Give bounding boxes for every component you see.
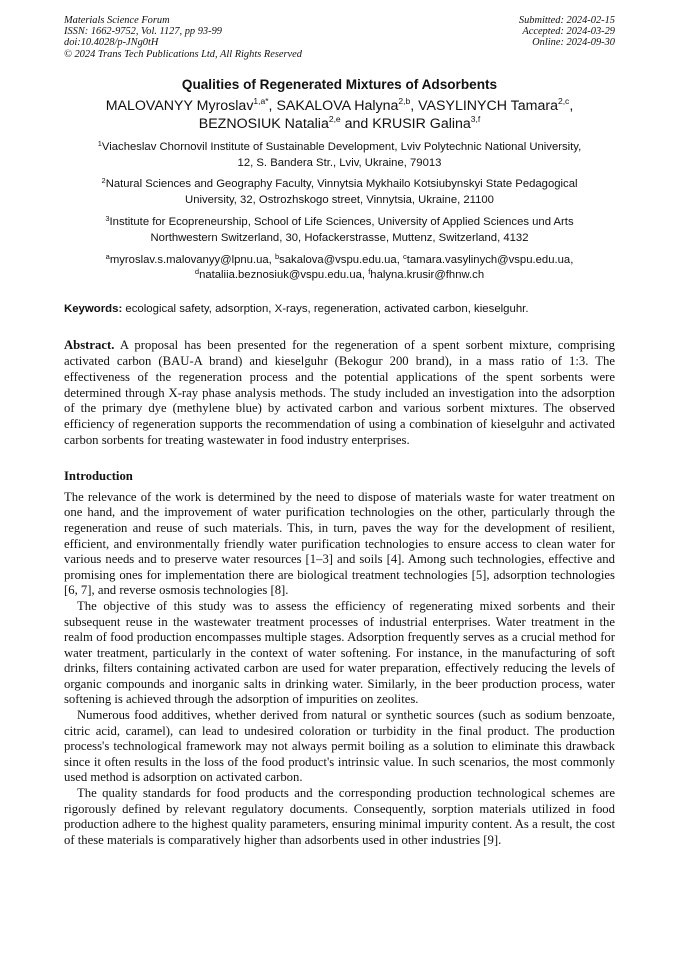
email-separator: , (361, 269, 369, 282)
section-heading-introduction: Introduction (64, 468, 133, 483)
affil-line: Viacheslav Chornovil Institute of Sustainable Development, Lviv Polytechnic National University, (101, 140, 582, 153)
paper-title: Qualities of Regenerated Mixtures of Adsorbents (181, 76, 498, 92)
abstract-label: Abstract. (64, 338, 115, 353)
author-name: BEZNOSIUK Natalia (198, 116, 329, 133)
email-link[interactable]: nataliia.beznosiuk@vspu.edu.ua (199, 269, 362, 282)
affil-line: Northwestern Switzerland, 30, Hofackerstrasse, Muttenz, Switzerland, 4132 (150, 231, 529, 244)
article-doi[interactable]: doi:10.4028/p-JNg0tH (64, 37, 159, 49)
author-name: MALOVANYY Myroslav (105, 97, 254, 114)
header-right (519, 15, 615, 60)
affiliation-1 (64, 140, 615, 172)
author-name: SAKALOVA Halyna (276, 97, 399, 114)
author-affil-sup: 2,e (328, 114, 341, 125)
email-link[interactable]: sakalova@vspu.edu.ua (279, 253, 397, 266)
author-affil-sup: 1,a* (253, 95, 269, 106)
paragraph: The quality standards for food products and the corresponding production technological schemes are rigorously defined by relevant regulatory documents. Consequently, sorption materials utilized in food production adhere to the highest quality parameters, ensuring minimal impurity content. As a result, the cost of these materials is comparatively higher than adsorbents used in other industries [9]. (64, 786, 615, 847)
affiliation-2 (64, 177, 615, 209)
email-sup: b (274, 251, 280, 261)
author-list (64, 97, 615, 134)
keywords (64, 302, 615, 316)
introduction-body (64, 490, 615, 849)
affiliation-3 (64, 215, 615, 247)
author-name: VASYLINYCH Tamara (418, 97, 558, 114)
affil-line: University, 32, Ostrozhskogo street, Vinnytsia, Ukraine, 21100 (185, 194, 494, 207)
email-link[interactable]: halyna.krusir@fhnw.ch (370, 269, 485, 282)
abstract (64, 338, 615, 449)
submitted-date: Submitted: 2024-02-15 (518, 15, 615, 26)
paragraph: Numerous food additives, whether derived from natural or synthetic sources (such as sodium benzoate, citric acid, caramel), can lead to undesired coloration or turbidity in the final product. The production process's technological framework may not always permit boiling as a solution to eliminate this drawback since it often results in the loss of the food product's intrinsic value. In such scenarios, the most commonly used method is adsorption on activated carbon. (64, 708, 615, 785)
paragraph: The relevance of the work is determined by the need to dispose of materials waste for water treatment on one hand, and the improvement of water purification technologies on the other, particularly through the regeneration and reuse of such materials. This, in turn, paves the way for the development of resilient, efficient, and environmentally friendly water purification technologies to ensure access to clean water for various needs and to preserve water resources [1–3] and soils [4]. Among such technologies, effective and promising ones for implementation there are biological treatment technologies [5], adsorption technologies [6, 7], and reverse osmosis technologies [8]. (64, 489, 615, 598)
affil-line: Institute for Ecopreneurship, School of Life Sciences, University of Applied Sciences und Arts (109, 216, 574, 228)
journal-header (64, 15, 615, 60)
affil-sup: 2 (101, 176, 106, 186)
author-separator: , (410, 97, 419, 114)
keywords-text: ecological safety, adsorption, X-rays, regeneration, activated carbon, kieselguhr. (122, 303, 529, 316)
paragraph: The objective of this study was to assess the efficiency of regenerating mixed sorbents and their subsequent reuse in the wastewater treatment processes of industrial enterprises. Water treatment in the realm of food production encompasses multiple stages. Adsorption frequently serves as a crucial method for water treatment, particularly in the context of water softening. For instance, in the manufacturing of soft drinks, filters containing activated carbon are used for water preparation, effectively reducing the levels of organic compounds and inorganic salts in drinking water. Similarly, in the beer production process, water softening is achieved through the adsorption of impurities on zeolites. (64, 598, 615, 707)
email-link[interactable]: tamara.vasylinych@vspu.edu.ua (406, 253, 571, 266)
author-affil-sup: 2,b (398, 95, 411, 106)
affil-line: Natural Sciences and Geography Faculty, Vinnytsia Mykhailo Kotsiubynskyi State Pedagogical (105, 178, 578, 191)
email-separator: , (396, 253, 403, 266)
affil-sup: 3 (105, 214, 110, 223)
email-list (64, 253, 615, 285)
email-sup: d (194, 267, 200, 277)
header-left (64, 15, 302, 60)
email-sup: c (403, 251, 407, 261)
author-separator: , (569, 97, 574, 114)
email-separator: , (268, 253, 275, 266)
author-separator: , (268, 97, 277, 114)
email-link[interactable]: myroslav.s.malovanyy@lpnu.ua (109, 253, 269, 266)
copyright: © 2024 Trans Tech Publications Ltd, All Rights Reserved (64, 48, 302, 60)
email-sup: a (105, 251, 110, 261)
paper-page (64, 15, 615, 848)
author-affil-sup: 3,f (470, 114, 481, 125)
keywords-label: Keywords: (64, 303, 123, 316)
journal-issn: ISSN: 1662-9752, Vol. 1127, pp 93-99 (64, 26, 222, 38)
author-affil-sup: 2,c (557, 95, 570, 106)
affil-sup: 1 (97, 138, 102, 148)
online-date: Online: 2024-09-30 (532, 37, 615, 49)
accepted-date: Accepted: 2024-03-29 (522, 26, 615, 38)
abstract-text: A proposal has been presented for the regeneration of a spent sorbent mixture, comprising activated carbon (BAU-A brand) and kieselguhr (Bekogur 200 brand), in a mass ratio of 1:3. The effectiveness of the regeneration process and the potential applications of the spent sorbents were determined through X-ray phase analysis methods. The study included an investigation into the adsorption of the primary dye (methylene blue) by activated carbon and various sorbent mixtures. The observed efficiency of regeneration supports the recommendation of using a combination of kieselguhr and activated carbon sorbents for treating wastewater in food industry enterprises. (64, 338, 615, 447)
email-separator: , (570, 253, 574, 266)
author-separator: and (340, 116, 373, 133)
journal-name: Materials Science Forum (64, 15, 170, 26)
email-sup: f (368, 267, 371, 277)
author-name: KRUSIR Galina (372, 116, 471, 133)
affil-line: 12, S. Bandera Str., Lviv, Ukraine, 79013 (237, 156, 442, 169)
